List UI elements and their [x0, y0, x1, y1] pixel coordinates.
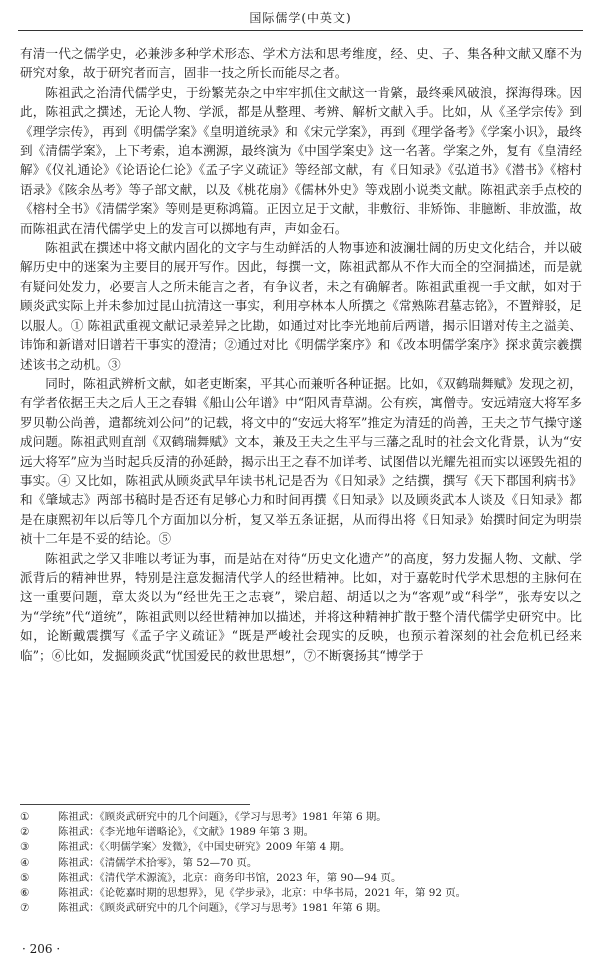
footnote-mark: ④: [20, 856, 30, 869]
footnote-text: 陈祖武：《李光地年谱略论》，《文献》1989 年第 3 期。: [58, 826, 314, 839]
paragraph: 陈祖武之学又非唯以考证为事，而是站在对待“历史文化遗产”的高度，努力发掘人物、文献、学派背后的精神世界，特别是注意发掘清代学人的经世精神。比如，对于嘉乾时代学术思想的主脉何在这一重要问题，章太炎以为“经世先王之志衰”，梁启超、胡适以之为“客观”或“科学”，张寿安以之为“学统”代“道统”，陈祖武则以经世精神加以描述，并将这种精神扩散于整个清代儒学史研究中。比如，论断戴震撰写《孟子字义疏证》“既是严峻社会现实的反映，也预示着深刻的社会危机已经来临”；⑥比如，发掘顾炎武“忧国爱民的救世思想”，⑦不断褒扬其“博学于: [20, 550, 582, 663]
footnotes: [20, 810, 582, 916]
paragraph: 陈祖武之治清代儒学史，于纷繁芜杂之中牢牢抓住文献这一肯綮，最终乘风破浪，探海得珠。因此，陈祖武之撰述，无论人物、学派，都是从整理、考辨、解析文献入手。比如，从《圣学宗传》到《理学宗传》，再到《明儒学案》《皇明道统录》和《宋元学案》，再到《理学备考》《学案小识》，最终到《清儒学案》，上下考索，追本溯源，最终演为《中国学案史》这一名著。学案之外，复有《皇清经解》《仪礼通论》《论语论仁论》《孟子字义疏证》等经部文献，有《日知录》《弘道书》《潜书》《榕村语录》《陔余丛考》等子部文献，以及《桃花扇》《儒林外史》等戏剧小说类文献。陈祖武亲手点校的《榕村全书》《清儒学案》等则是更称鸿篇。正因立足于文献，非敷衍、非矫饰、非臆断、非放滥，故而陈祖武在清代儒学史上的发言可以掷地有声，声如金石。: [20, 84, 582, 236]
footnote-mark: ①: [20, 811, 30, 823]
paragraph: 陈祖武在撰述中将文献内固化的文字与生动鲜活的人物事迹和波澜壮阔的历史文化结合，并以破解历史中的迷案为主要目的展开写作。因此，每撰一文，陈祖武都从不作大而全的空洞描述，而是就有疑问处发力，必要言人之所未能言之者，有争议者，未之有确解者。陈祖武重视一手文献，如对于顾炎武实际上并未参加过昆山抗清这一事实，利用亭林本人所撰之《常熟陈君墓志铭》，不置辩驳，足以服人。① 陈祖武重视文献记录差异之比勘，如通过对比李光地前后两谱，揭示旧谱对传主之溢美、讳饰和新谱对旧谱若干事实的澄清；②通过对比《明儒学案序》和《改本明儒学案序》探求黄宗羲撰述该书之动机。③: [20, 240, 582, 372]
footnote-text: 陈祖武：《论乾嘉时期的思想界》，见《学步录》，北京：中华书局，2021 年，第 92 页。: [58, 887, 467, 900]
header-rule: [18, 30, 583, 31]
footnote-separator: [20, 804, 250, 805]
footnote-text: 陈祖武：《顾炎武研究中的几个问题》，《学习与思考》1981 年第 6 期。: [58, 902, 387, 915]
footnote: [20, 810, 582, 825]
footnote-text: 陈祖武：《清儒学术拾零》，第 52—70 页。: [58, 856, 258, 869]
footnote: [20, 886, 582, 901]
running-header: [0, 0, 601, 34]
paragraph: 同时，陈祖武辨析文献，如老吏断案，平其心而兼听各种证据。比如，《双鹤瑞舞赋》发现之初，有学者依据王夫之后人王之春辑《船山公年谱》中“阳风青草湖。公有疾，寓僧寺。安远靖寇大将军多罗贝勒公尚善，遣都统刘公问”的记载，将文中的“安远大将军”推定为清廷的尚善，王夫之节气操守遂成问题。陈祖武则直剖《双鹤瑞舞赋》文本，兼及王夫之生平与三藩之乱时的社会文化背景，认为“安远大将军”应为当时起兵反清的孙延龄，揭示出王之春不加详考、试图借以光耀先祖而实以诬毁先祖的事实。④ 又比如，陈祖武从顾炎武早年读书札记是否为《日知录》之结撰，撰写《天下郡国利病书》和《肇域志》两部书稿时是否还有足够心力和时间再撰《日知录》以及顾炎武本人谈及《日知录》都是在康熙初年以后等几个方面加以分析，复又举五条证据，从而得出将《日知录》始撰时间定为明崇祯十二年是不妥的结论。⑤: [20, 375, 582, 547]
page-number: · 206 ·: [22, 942, 61, 956]
footnote-mark: ③: [20, 841, 30, 854]
footnote-text: 陈祖武：《清代学术源流》，北京：商务印书馆，2023 年，第 90—94 页。: [58, 871, 402, 884]
footnote-mark: ②: [20, 826, 30, 839]
footnote: [20, 856, 582, 871]
journal-title: 国际儒学(中英文): [249, 11, 352, 25]
footnote-mark: ⑥: [20, 887, 30, 900]
footnote: [20, 840, 582, 855]
body-text: [20, 44, 582, 665]
footnote-text: 陈祖武：《〈明儒学案〉发微》，《中国史研究》2009 年第 4 期。: [58, 841, 351, 854]
footnote: [20, 871, 582, 886]
footnote-mark: ⑤: [20, 871, 30, 884]
footnote: [20, 901, 582, 916]
footnote-mark: ⑦: [20, 902, 30, 915]
footnote: [20, 825, 582, 840]
paragraph: 有清一代之儒学史，必兼涉多种学术形态、学术方法和思考维度，经、史、子、集各种文献又靡不为研究对象，故于研究者而言，固非一技之所长而能尽之者。: [20, 46, 582, 81]
footnote-text: 陈祖武：《顾炎武研究中的几个问题》，《学习与思考》1981 年第 6 期。: [58, 811, 387, 823]
